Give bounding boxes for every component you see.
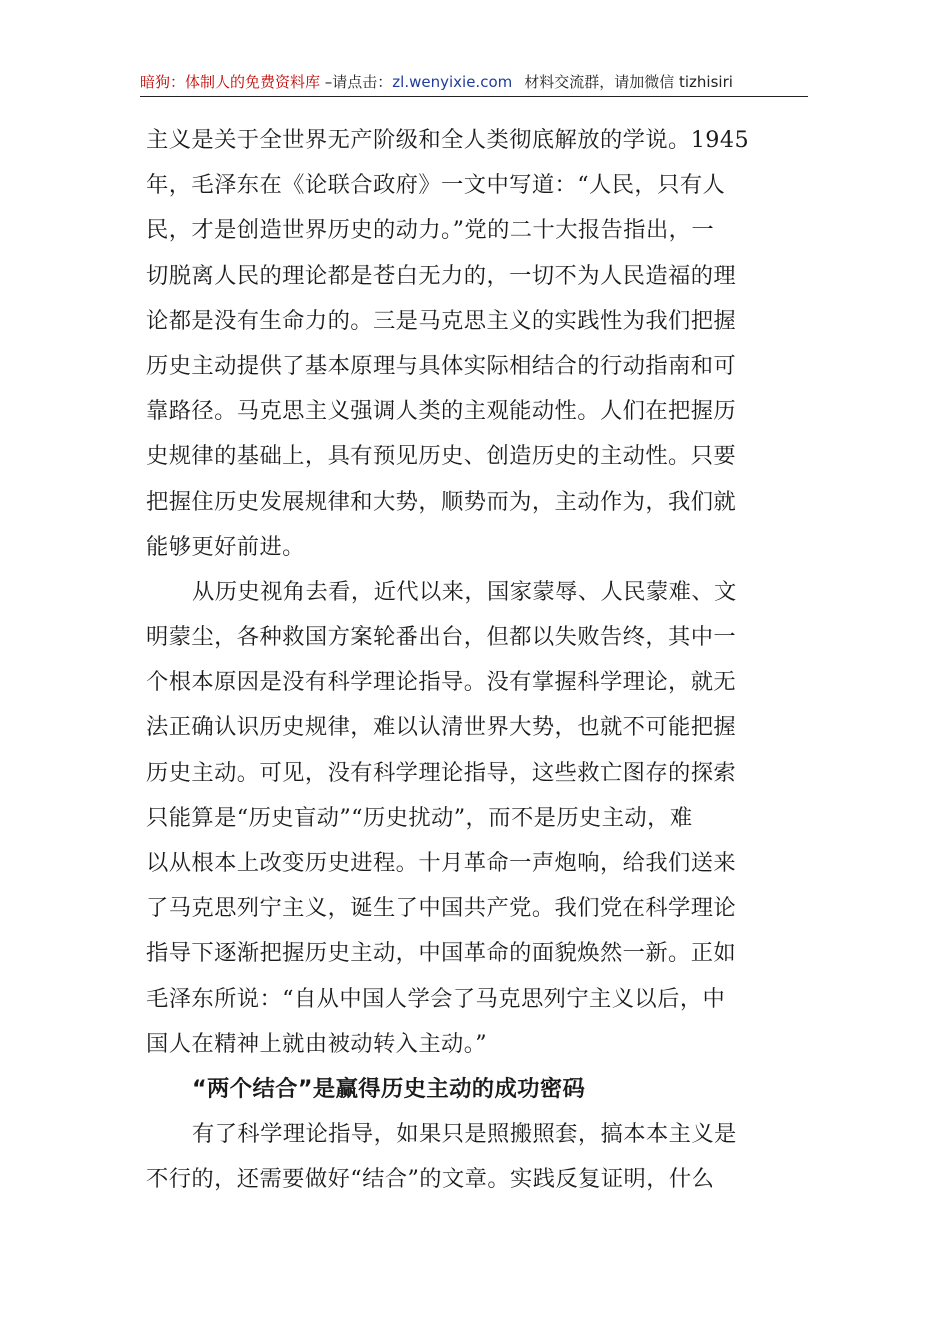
- text-line: 个根本原因是没有科学理论指导。没有掌握科学理论，就无: [146, 669, 737, 696]
- header-brand: 暗狗：体制人的免费资料库: [140, 73, 321, 91]
- text-line: 民，才是创造世界历史的动力。”党的二十大报告指出，一: [146, 217, 715, 244]
- text-line: 历史主动。可见，没有科学理论指导，这些救亡图存的探索: [146, 759, 737, 786]
- text-line: 有了科学理论指导，如果只是照搬照套，搞本本主义是: [192, 1121, 737, 1148]
- text-line: 从历史视角去看，近代以来，国家蒙辱、人民蒙难、文: [192, 578, 737, 605]
- text-line: 明蒙尘，各种救国方案轮番出台，但都以失败告终，其中一: [146, 624, 737, 651]
- text-line: 只能算是“历史盲动”“历史扰动”，而不是历史主动，难: [146, 804, 693, 831]
- text-line: 切脱离人民的理论都是苍白无力的，一切不为人民造福的理: [146, 262, 737, 289]
- text-line: 法正确认识历史规律，难以认清世界大势，也就不可能把握: [146, 714, 737, 741]
- text-line: 国人在精神上就由被动转入主动。”: [146, 1030, 488, 1057]
- page-header: [140, 70, 808, 94]
- text-line: 了马克思列宁主义，诞生了中国共产党。我们党在科学理论: [146, 895, 737, 922]
- text-line: 以从根本上改变历史进程。十月革命一声炮响，给我们送来: [146, 850, 737, 876]
- header-link[interactable]: zl.wenyixie.com: [392, 73, 513, 91]
- text-line: 史规律的基础上，具有预见历史、创造历史的主动性。只要: [146, 443, 737, 470]
- text-line: 主义是关于全世界无产阶级和全人类彻底解放的学说。1945: [146, 127, 750, 153]
- text-line: 毛泽东所说：“自从中国人学会了马克思列宁主义以后，中: [146, 985, 726, 1012]
- section-heading: “两个结合”是赢得历史主动的成功密码: [192, 1075, 586, 1102]
- text-line: 年，毛泽东在《论联合政府》一文中写道：“人民，只有人: [146, 172, 726, 199]
- document-body: [146, 118, 808, 1203]
- text-line: 不行的，还需要做好“结合”的文章。实践反复证明，什么: [146, 1166, 715, 1193]
- text-line: 靠路径。马克思主义强调人类的主观能动性。人们在把握历: [146, 398, 737, 425]
- text-line: 把握住历史发展规律和大势，顺势而为，主动作为，我们就: [146, 488, 737, 515]
- text-line: 历史主动提供了基本原理与具体实际相结合的行动指南和可: [146, 352, 737, 379]
- text-line: 能够更好前进。: [146, 533, 305, 560]
- text-line: 指导下逐渐把握历史主动，中国革命的面貌焕然一新。正如: [146, 940, 737, 967]
- text-line: 论都是没有生命力的。三是马克思主义的实践性为我们把握: [146, 307, 737, 334]
- header-divider: [140, 96, 808, 97]
- header-note: 材料交流群，请加微信 tizhisiri: [524, 73, 733, 91]
- header-prompt: –请点击：: [320, 73, 393, 91]
